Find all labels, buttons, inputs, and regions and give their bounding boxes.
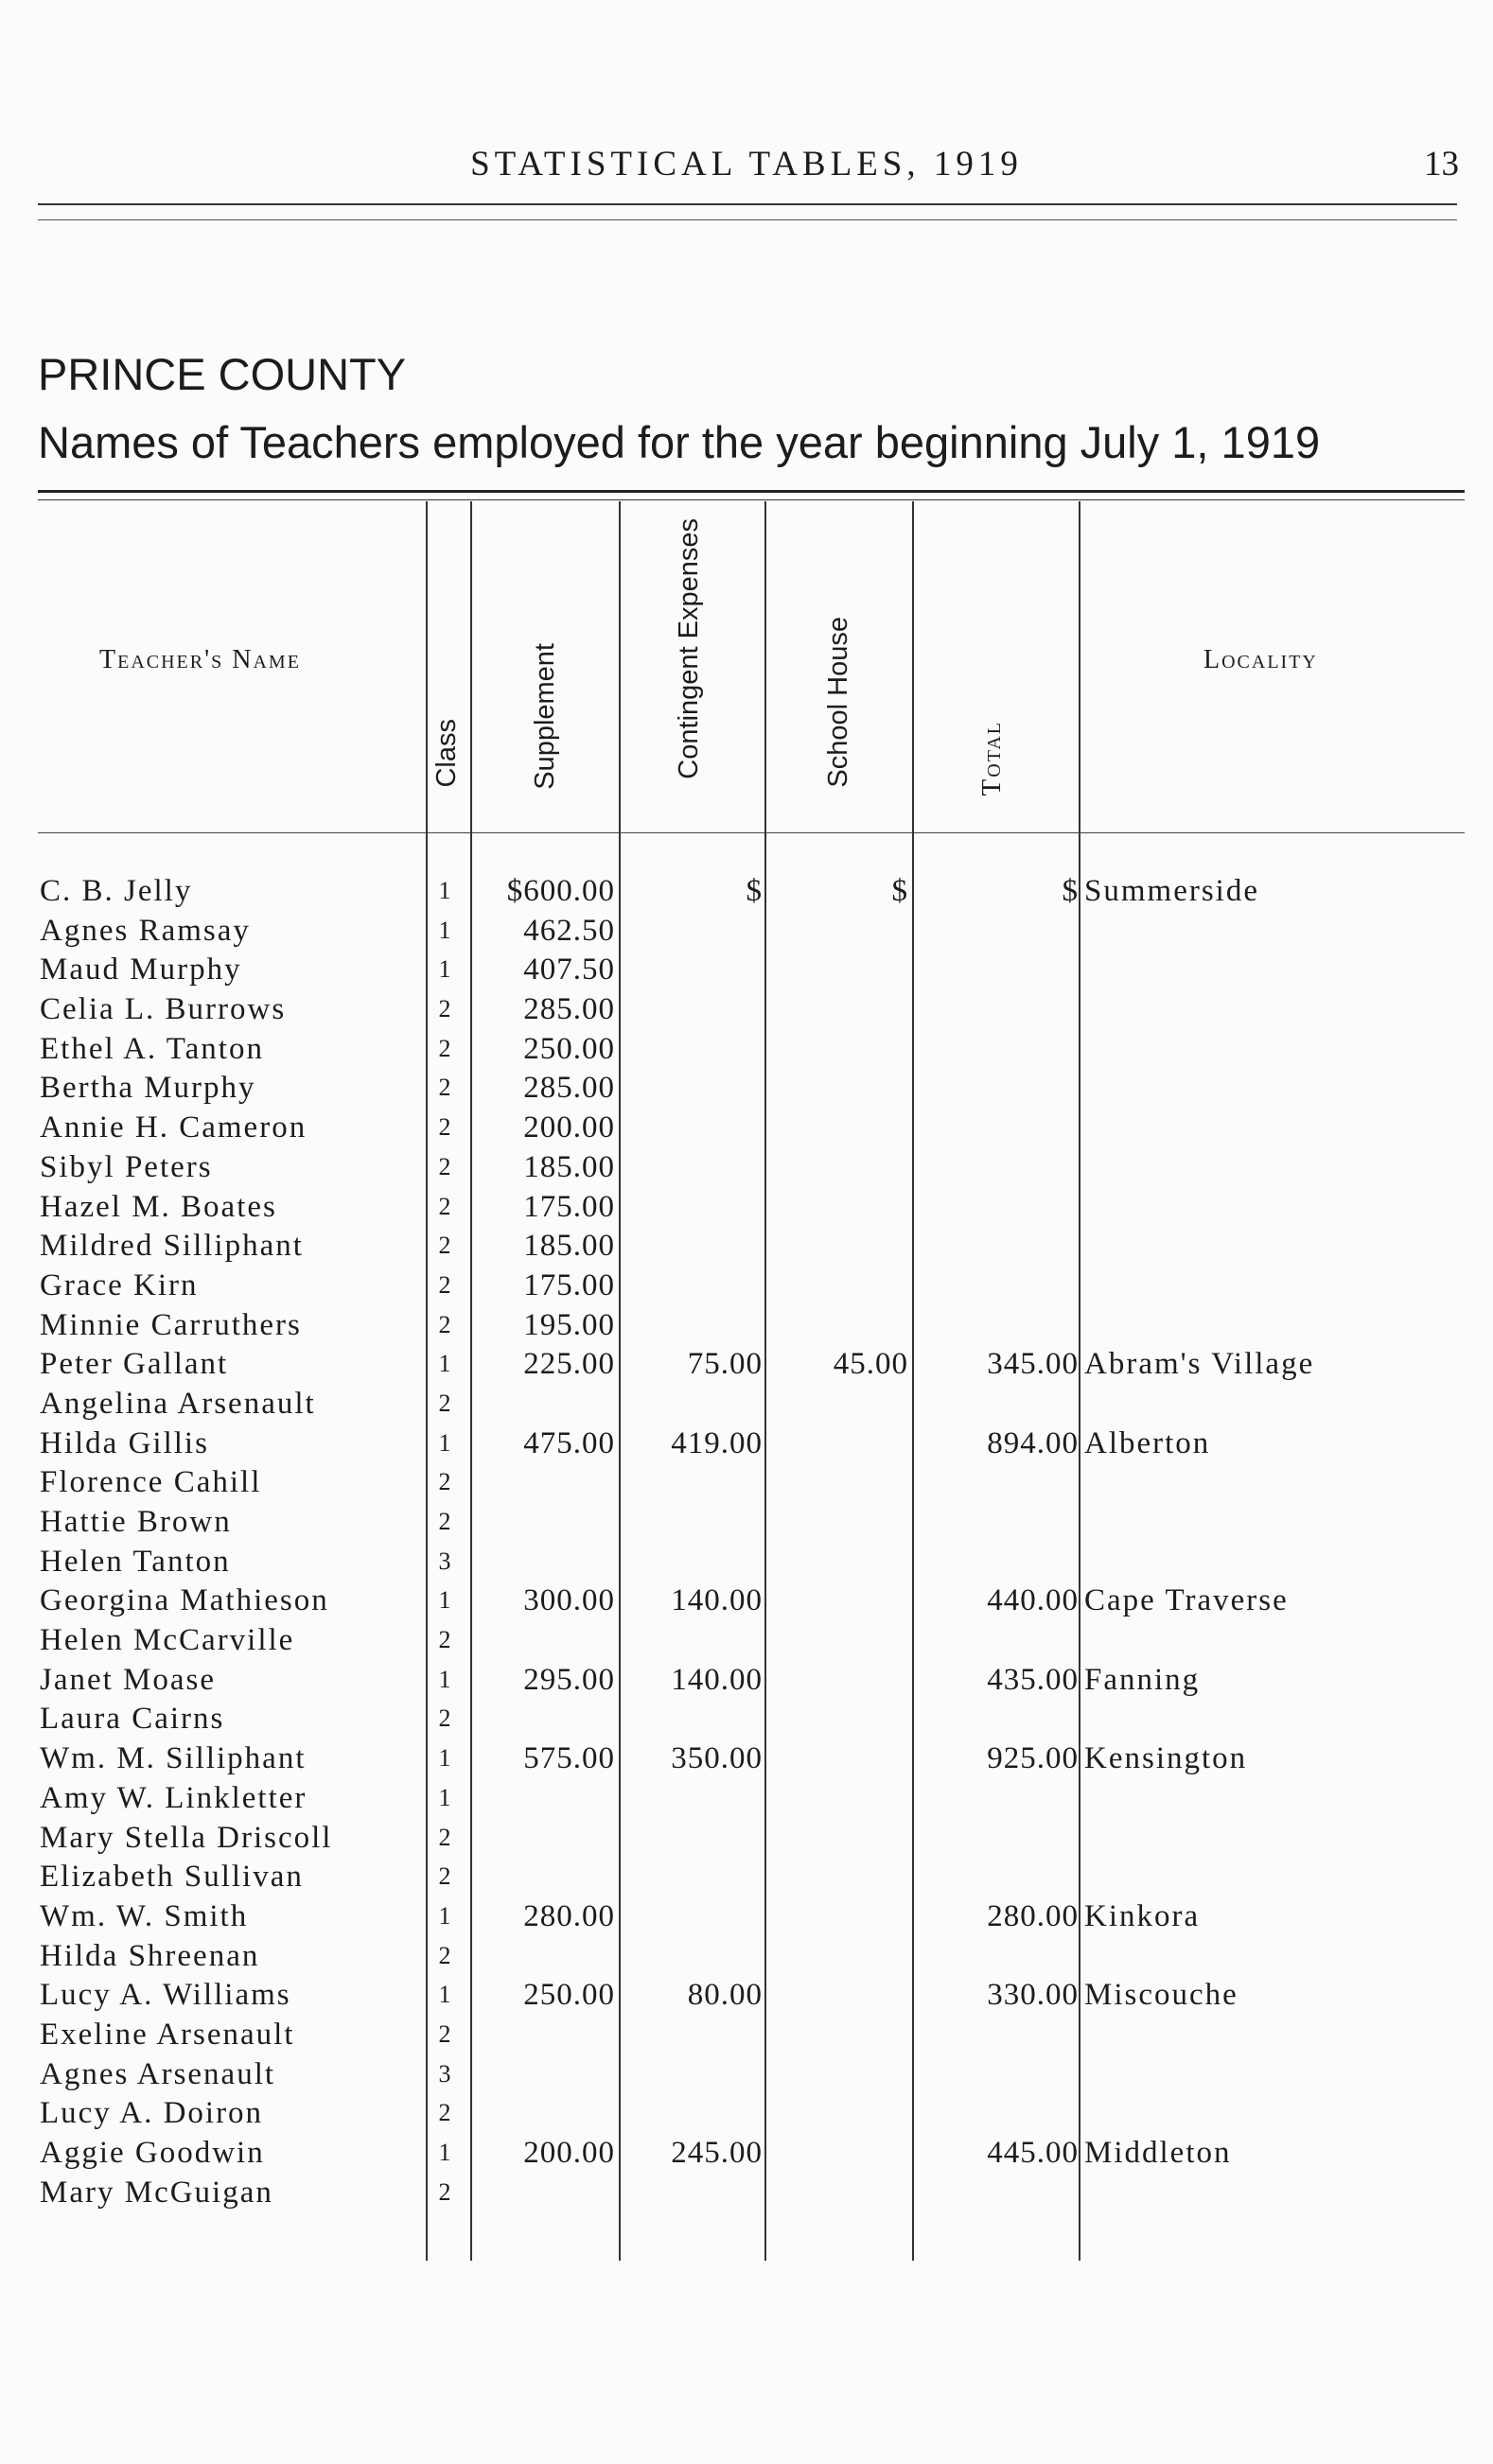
table-row	[0, 1502, 1493, 1542]
teacher-class: 2	[438, 1232, 451, 1260]
teacher-class: 2	[438, 1468, 451, 1496]
table-row	[0, 1699, 1493, 1739]
table-subtitle: Names of Teachers employed for the year beginning July 1, 1919	[38, 417, 1321, 467]
contingent-amount: 75.00	[687, 1347, 763, 1382]
total-amount: 440.00	[987, 1583, 1079, 1618]
teacher-class: 2	[438, 1508, 451, 1535]
teacher-class: 1	[438, 916, 451, 944]
teacher-name: Grace Kirn	[40, 1267, 199, 1302]
teacher-class: 1	[438, 2139, 451, 2166]
teacher-class: 3	[438, 1547, 451, 1575]
contingent-amount: 245.00	[671, 2136, 763, 2170]
total-amount: 330.00	[987, 1978, 1079, 2013]
teacher-name: Peter Gallant	[40, 1347, 229, 1382]
teacher-class: 1	[438, 1981, 451, 2009]
locality-name: Summerside	[1084, 874, 1259, 908]
teacher-name: C. B. Jelly	[40, 874, 193, 908]
teacher-name: Mildred Silliphant	[40, 1229, 304, 1264]
table-row	[0, 950, 1493, 989]
table-row	[0, 989, 1493, 1029]
teacher-name: Wm. M. Silliphant	[40, 1741, 307, 1776]
teacher-class: 2	[438, 1034, 451, 1062]
teacher-class: 1	[438, 1665, 451, 1693]
teacher-name: Minnie Carruthers	[40, 1307, 302, 1342]
supplement-amount: 175.00	[523, 1189, 615, 1224]
locality-name: Kensington	[1084, 1741, 1248, 1776]
teacher-class: 3	[438, 2059, 451, 2088]
teacher-name: Bertha Murphy	[40, 1071, 256, 1106]
total-amount: 345.00	[987, 1347, 1079, 1382]
table-row	[0, 1778, 1493, 1818]
teacher-class: 2	[438, 1074, 451, 1102]
table-row	[0, 1384, 1493, 1424]
teacher-name: Celia L. Burrows	[40, 992, 287, 1027]
table-row	[0, 1896, 1493, 1936]
table-row	[0, 1147, 1493, 1187]
table-row	[0, 871, 1493, 911]
teacher-class: 2	[438, 2099, 451, 2127]
supplement-amount: $600.00	[506, 874, 615, 908]
table-row	[0, 1818, 1493, 1858]
page-number: 13	[1424, 145, 1459, 183]
header-bottom-rule	[38, 832, 1465, 833]
table-row	[0, 1542, 1493, 1582]
total-amount: 925.00	[987, 1741, 1079, 1776]
teacher-name: Mary Stella Driscoll	[40, 1820, 333, 1855]
contingent-amount: 419.00	[671, 1425, 763, 1460]
table-row	[0, 1029, 1493, 1069]
running-head	[0, 144, 1493, 189]
table-row	[0, 1424, 1493, 1463]
locality-name: Miscouche	[1084, 1978, 1238, 2013]
contingent-amount: 140.00	[671, 1662, 763, 1697]
teacher-class: 2	[438, 2019, 451, 2048]
teacher-name: Hilda Shreenan	[40, 1938, 260, 1973]
supplement-amount: 285.00	[523, 1071, 615, 1106]
supplement-amount: 300.00	[523, 1583, 615, 1618]
locality-name: Abram's Village	[1084, 1347, 1315, 1382]
supplement-amount: 285.00	[523, 992, 615, 1027]
table-row	[0, 1739, 1493, 1778]
header-teachers-name: Teacher's Name	[99, 645, 301, 674]
school-house-amount: $	[891, 874, 908, 908]
school-house-amount: 45.00	[833, 1347, 908, 1382]
contingent-amount: 350.00	[671, 1741, 763, 1776]
supplement-amount: 250.00	[523, 1031, 615, 1066]
teacher-name: Amy W. Linkletter	[40, 1780, 307, 1815]
locality-name: Fanning	[1084, 1662, 1201, 1697]
table-row	[0, 1068, 1493, 1108]
table-row	[0, 1660, 1493, 1700]
table-row	[0, 1187, 1493, 1227]
teacher-name: Sibyl Peters	[40, 1149, 213, 1184]
table-row	[0, 2054, 1493, 2094]
supplement-amount: 225.00	[523, 1347, 615, 1382]
header-locality: Locality	[1203, 645, 1318, 674]
total-amount: 894.00	[987, 1425, 1079, 1460]
teacher-class: 2	[438, 1389, 451, 1417]
teacher-name: Laura Cairns	[40, 1702, 225, 1737]
table-row	[0, 1936, 1493, 1976]
teacher-table-body	[0, 871, 1493, 2211]
header-supplement: Supplement	[530, 643, 560, 790]
county-heading: PRINCE COUNTY	[38, 349, 407, 399]
teacher-name: Angelina Arsenault	[40, 1386, 316, 1421]
locality-name: Alberton	[1084, 1425, 1211, 1460]
teacher-class: 2	[438, 995, 451, 1023]
header-total: Total	[976, 721, 1007, 796]
table-row	[0, 1266, 1493, 1305]
teacher-name: Janet Moase	[40, 1662, 217, 1697]
teacher-name: Helen Tanton	[40, 1544, 231, 1579]
total-amount: 445.00	[987, 2136, 1079, 2170]
contingent-amount: 140.00	[671, 1583, 763, 1618]
teacher-class: 2	[438, 1192, 451, 1220]
teacher-name: Annie H. Cameron	[40, 1110, 307, 1145]
teacher-name: Hattie Brown	[40, 1505, 232, 1539]
table-row	[0, 1305, 1493, 1345]
table-row	[0, 2133, 1493, 2173]
teacher-name: Elizabeth Sullivan	[40, 1860, 304, 1895]
teacher-name: Lucy A. Williams	[40, 1978, 291, 2013]
teacher-class: 1	[438, 1350, 451, 1378]
teacher-name: Agnes Ramsay	[40, 913, 251, 948]
teacher-name: Lucy A. Doiron	[40, 2096, 264, 2131]
table-row	[0, 2173, 1493, 2212]
table-row	[0, 1857, 1493, 1896]
supplement-amount: 195.00	[523, 1307, 615, 1342]
teacher-class: 2	[438, 1626, 451, 1654]
table-top-rule-thin	[38, 499, 1465, 500]
teacher-name: Helen McCarville	[40, 1623, 295, 1658]
teacher-class: 1	[438, 1428, 451, 1457]
teacher-name: Agnes Arsenault	[40, 2056, 276, 2091]
table-row	[0, 1226, 1493, 1266]
header-class: Class	[431, 719, 462, 788]
contingent-amount: 80.00	[687, 1978, 763, 2013]
teacher-class: 2	[438, 2177, 451, 2206]
locality-name: Middleton	[1084, 2136, 1232, 2170]
teacher-class: 2	[438, 1270, 451, 1299]
table-row	[0, 1620, 1493, 1660]
header-rule-thin	[38, 219, 1457, 220]
teacher-class: 1	[438, 1783, 451, 1811]
contingent-amount: $	[746, 874, 763, 908]
table-top-rule	[38, 490, 1465, 493]
supplement-amount: 200.00	[523, 1110, 615, 1145]
teacher-name: Hazel M. Boates	[40, 1189, 277, 1224]
locality-name: Kinkora	[1084, 1898, 1201, 1933]
teacher-name: Exeline Arsenault	[40, 2017, 295, 2052]
supplement-amount: 250.00	[523, 1978, 615, 2013]
header-rule	[38, 203, 1457, 205]
supplement-amount: 407.50	[523, 952, 615, 987]
table-row	[0, 1108, 1493, 1147]
teacher-name: Wm. W. Smith	[40, 1898, 249, 1933]
teacher-class: 2	[438, 1823, 451, 1851]
supplement-amount: 475.00	[523, 1425, 615, 1460]
teacher-class: 2	[438, 1704, 451, 1733]
teacher-class: 2	[438, 1113, 451, 1142]
table-row	[0, 2093, 1493, 2133]
locality-name: Cape Traverse	[1084, 1583, 1289, 1618]
table-row	[0, 1462, 1493, 1502]
running-title: STATISTICAL TABLES, 1919	[470, 145, 1023, 183]
supplement-amount: 575.00	[523, 1741, 615, 1776]
teacher-class: 2	[438, 1941, 451, 1969]
teacher-name: Aggie Goodwin	[40, 2136, 265, 2170]
teacher-name: Georgina Mathieson	[40, 1583, 329, 1618]
total-amount: 280.00	[987, 1898, 1079, 1933]
table-row	[0, 1344, 1493, 1384]
supplement-amount: 175.00	[523, 1267, 615, 1302]
table-row	[0, 911, 1493, 951]
teacher-name: Hilda Gillis	[40, 1425, 209, 1460]
supplement-amount: 295.00	[523, 1662, 615, 1697]
teacher-class: 2	[438, 1152, 451, 1180]
supplement-amount: 185.00	[523, 1229, 615, 1264]
supplement-amount: 280.00	[523, 1898, 615, 1933]
header-contingent-expenses: Contingent Expenses	[674, 518, 704, 779]
teacher-name: Maud Murphy	[40, 952, 242, 987]
table-row	[0, 1581, 1493, 1620]
header-school-house: School House	[823, 617, 853, 788]
teacher-class: 2	[438, 1862, 451, 1891]
teacher-name: Florence Cahill	[40, 1465, 262, 1500]
teacher-class: 2	[438, 1310, 451, 1338]
teacher-name: Mary McGuigan	[40, 2175, 273, 2210]
teacher-class: 1	[438, 955, 451, 984]
supplement-amount: 200.00	[523, 2136, 615, 2170]
teacher-class: 1	[438, 1586, 451, 1615]
teacher-class: 1	[438, 1744, 451, 1773]
supplement-amount: 462.50	[523, 913, 615, 948]
teacher-name: Ethel A. Tanton	[40, 1031, 264, 1066]
supplement-amount: 185.00	[523, 1149, 615, 1184]
total-amount: 435.00	[987, 1662, 1079, 1697]
teacher-class: 1	[438, 1901, 451, 1930]
table-row	[0, 2015, 1493, 2054]
total-amount: $	[1062, 874, 1079, 908]
teacher-class: 1	[438, 877, 451, 904]
table-row	[0, 1975, 1493, 2015]
